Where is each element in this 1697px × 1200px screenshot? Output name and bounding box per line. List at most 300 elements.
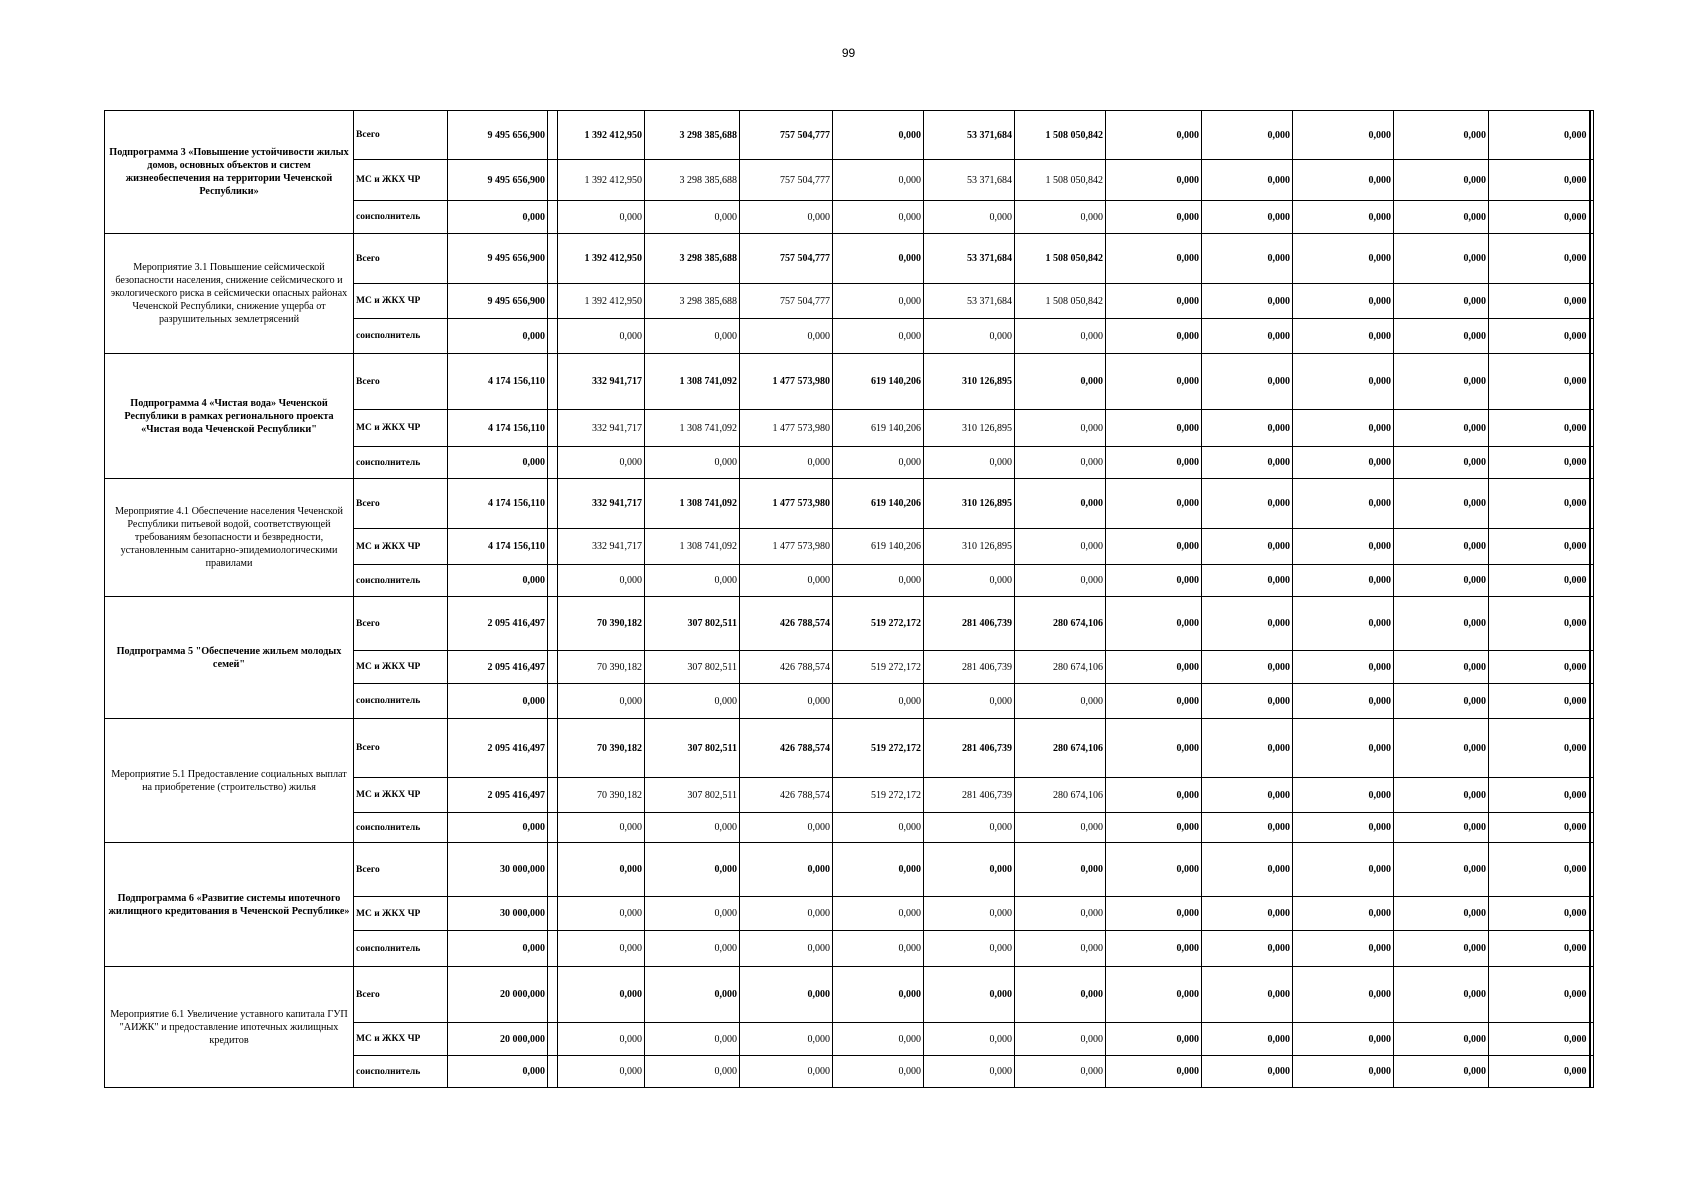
year-value-cell: 0,000: [1202, 479, 1293, 529]
year-value-cell: 0,000: [645, 967, 740, 1023]
year-value-cell: 310 126,895: [924, 479, 1015, 529]
total-value-cell: 9 495 656,900: [448, 111, 548, 160]
year-value-cell: 0,000: [924, 201, 1015, 234]
total-value-cell: 9 495 656,900: [448, 234, 548, 284]
year-value-cell: 0,000: [1293, 447, 1394, 479]
year-value-cell: 0,000: [645, 447, 740, 479]
year-value-cell: 0,000: [1293, 111, 1394, 160]
year-value-cell: 519 272,172: [833, 778, 924, 813]
source-total-cell: Всего: [354, 597, 448, 651]
year-value-cell: 1 508 050,842: [1015, 111, 1106, 160]
year-value-cell: 1 508 050,842: [1015, 160, 1106, 201]
total-value-cell: 4 174 156,110: [448, 354, 548, 410]
year-value-cell: 310 126,895: [924, 354, 1015, 410]
year-value-cell: 0,000: [1394, 684, 1489, 719]
year-value-cell: 0,000: [558, 813, 645, 843]
year-value-cell: 0,000: [1202, 234, 1293, 284]
year-value-cell: 0,000: [1293, 234, 1394, 284]
total-value-cell: 2 095 416,497: [448, 651, 548, 684]
year-value-cell: 307 802,511: [645, 719, 740, 778]
year-value-cell: 0,000: [1202, 931, 1293, 967]
year-value-cell: 0,000: [1106, 1023, 1202, 1056]
year-value-cell: 0,000: [1394, 843, 1489, 897]
separator-cell: [548, 234, 558, 284]
year-value-cell: 1 392 412,950: [558, 284, 645, 319]
right-edge-cell: [1590, 160, 1594, 201]
table-row: [105, 719, 1594, 778]
year-value-cell: 0,000: [1293, 160, 1394, 201]
year-value-cell: 0,000: [1489, 967, 1590, 1023]
year-value-cell: 0,000: [1106, 160, 1202, 201]
year-value-cell: 0,000: [1293, 565, 1394, 597]
year-value-cell: 0,000: [1202, 354, 1293, 410]
source-coexecutor-cell: соисполнитель: [354, 684, 448, 719]
year-value-cell: 0,000: [1015, 813, 1106, 843]
source-total-cell: Всего: [354, 111, 448, 160]
right-edge-cell: [1590, 111, 1594, 160]
year-value-cell: 0,000: [740, 447, 833, 479]
right-edge-cell: [1590, 967, 1594, 1023]
year-value-cell: 332 941,717: [558, 479, 645, 529]
year-value-cell: 3 298 385,688: [645, 111, 740, 160]
right-edge-cell: [1590, 234, 1594, 284]
year-value-cell: 0,000: [1489, 597, 1590, 651]
year-value-cell: 0,000: [1489, 931, 1590, 967]
year-value-cell: 70 390,182: [558, 778, 645, 813]
source-coexecutor-cell: соисполнитель: [354, 447, 448, 479]
year-value-cell: 0,000: [924, 447, 1015, 479]
year-value-cell: 0,000: [1106, 719, 1202, 778]
year-value-cell: 0,000: [1106, 565, 1202, 597]
year-value-cell: 70 390,182: [558, 719, 645, 778]
table-row: [105, 597, 1594, 651]
year-value-cell: 0,000: [1106, 597, 1202, 651]
year-value-cell: 0,000: [1489, 447, 1590, 479]
year-value-cell: 0,000: [833, 319, 924, 354]
measure-name-cell: Мероприятие 3.1 Повышение сейсмической безопасности населения, снижение сейсмического и экологического риска в сейсмически опасных районах Чеченской Республики, снижение ущерба от разрушительных землетрясений: [105, 234, 354, 354]
year-value-cell: 757 504,777: [740, 284, 833, 319]
year-value-cell: 280 674,106: [1015, 597, 1106, 651]
year-value-cell: 332 941,717: [558, 354, 645, 410]
year-value-cell: 0,000: [645, 565, 740, 597]
year-value-cell: 0,000: [1293, 931, 1394, 967]
year-value-cell: 0,000: [1293, 967, 1394, 1023]
year-value-cell: 3 298 385,688: [645, 234, 740, 284]
year-value-cell: 0,000: [740, 813, 833, 843]
year-value-cell: 53 371,684: [924, 234, 1015, 284]
right-edge-cell: [1590, 813, 1594, 843]
year-value-cell: 0,000: [1202, 284, 1293, 319]
separator-cell: [548, 111, 558, 160]
year-value-cell: 1 392 412,950: [558, 234, 645, 284]
year-value-cell: 0,000: [1489, 319, 1590, 354]
year-value-cell: 0,000: [924, 1023, 1015, 1056]
year-value-cell: 1 308 741,092: [645, 529, 740, 565]
right-edge-cell: [1590, 684, 1594, 719]
year-value-cell: 0,000: [833, 447, 924, 479]
year-value-cell: 1 477 573,980: [740, 354, 833, 410]
year-value-cell: 757 504,777: [740, 234, 833, 284]
year-value-cell: 1 477 573,980: [740, 529, 833, 565]
total-value-cell: 2 095 416,497: [448, 719, 548, 778]
year-value-cell: 0,000: [1394, 234, 1489, 284]
year-value-cell: 0,000: [1015, 354, 1106, 410]
year-value-cell: 0,000: [558, 565, 645, 597]
year-value-cell: 332 941,717: [558, 410, 645, 447]
year-value-cell: 0,000: [558, 931, 645, 967]
total-value-cell: 2 095 416,497: [448, 778, 548, 813]
year-value-cell: 0,000: [924, 897, 1015, 931]
total-value-cell: 0,000: [448, 447, 548, 479]
year-value-cell: 0,000: [1202, 160, 1293, 201]
year-value-cell: 0,000: [1489, 651, 1590, 684]
year-value-cell: 0,000: [1394, 597, 1489, 651]
year-value-cell: 0,000: [1394, 410, 1489, 447]
source-ms-cell: МС и ЖКХ ЧР: [354, 651, 448, 684]
year-value-cell: 519 272,172: [833, 651, 924, 684]
source-ms-cell: МС и ЖКХ ЧР: [354, 160, 448, 201]
total-value-cell: 0,000: [448, 684, 548, 719]
source-coexecutor-cell: соисполнитель: [354, 931, 448, 967]
year-value-cell: 0,000: [1293, 1023, 1394, 1056]
year-value-cell: 0,000: [1202, 319, 1293, 354]
year-value-cell: 0,000: [645, 319, 740, 354]
total-value-cell: 2 095 416,497: [448, 597, 548, 651]
year-value-cell: 1 308 741,092: [645, 410, 740, 447]
table-row: [105, 967, 1594, 1023]
year-value-cell: 0,000: [1489, 1023, 1590, 1056]
year-value-cell: 0,000: [833, 160, 924, 201]
year-value-cell: 0,000: [1015, 479, 1106, 529]
year-value-cell: 1 477 573,980: [740, 410, 833, 447]
right-edge-cell: [1590, 354, 1594, 410]
year-value-cell: 0,000: [645, 843, 740, 897]
year-value-cell: 0,000: [1293, 684, 1394, 719]
year-value-cell: 0,000: [740, 319, 833, 354]
year-value-cell: 1 508 050,842: [1015, 234, 1106, 284]
source-ms-cell: МС и ЖКХ ЧР: [354, 284, 448, 319]
source-ms-cell: МС и ЖКХ ЧР: [354, 778, 448, 813]
separator-cell: [548, 160, 558, 201]
total-value-cell: 20 000,000: [448, 1023, 548, 1056]
table-row: [105, 111, 1594, 160]
year-value-cell: 0,000: [1394, 565, 1489, 597]
right-edge-cell: [1590, 319, 1594, 354]
year-value-cell: 757 504,777: [740, 160, 833, 201]
year-value-cell: 0,000: [1489, 284, 1590, 319]
year-value-cell: 0,000: [924, 565, 1015, 597]
separator-cell: [548, 597, 558, 651]
source-coexecutor-cell: соисполнитель: [354, 813, 448, 843]
year-value-cell: 0,000: [1106, 931, 1202, 967]
year-value-cell: 619 140,206: [833, 479, 924, 529]
year-value-cell: 0,000: [833, 1056, 924, 1088]
total-value-cell: 0,000: [448, 1056, 548, 1088]
source-total-cell: Всего: [354, 967, 448, 1023]
year-value-cell: 0,000: [1015, 1056, 1106, 1088]
year-value-cell: 0,000: [1293, 529, 1394, 565]
right-edge-cell: [1590, 897, 1594, 931]
year-value-cell: 0,000: [1106, 529, 1202, 565]
source-coexecutor-cell: соисполнитель: [354, 1056, 448, 1088]
year-value-cell: 0,000: [1394, 651, 1489, 684]
separator-cell: [548, 284, 558, 319]
year-value-cell: 0,000: [833, 111, 924, 160]
year-value-cell: 0,000: [558, 1056, 645, 1088]
right-edge-cell: [1590, 778, 1594, 813]
year-value-cell: 0,000: [1015, 410, 1106, 447]
year-value-cell: 0,000: [1015, 843, 1106, 897]
year-value-cell: 1 308 741,092: [645, 354, 740, 410]
year-value-cell: 0,000: [1106, 651, 1202, 684]
year-value-cell: 0,000: [645, 201, 740, 234]
total-value-cell: 0,000: [448, 565, 548, 597]
year-value-cell: 426 788,574: [740, 651, 833, 684]
year-value-cell: 0,000: [1489, 813, 1590, 843]
year-value-cell: 70 390,182: [558, 651, 645, 684]
year-value-cell: 0,000: [833, 967, 924, 1023]
year-value-cell: 0,000: [1106, 843, 1202, 897]
right-edge-cell: [1590, 201, 1594, 234]
year-value-cell: 0,000: [924, 1056, 1015, 1088]
year-value-cell: 0,000: [1489, 565, 1590, 597]
year-value-cell: 0,000: [1293, 1056, 1394, 1088]
year-value-cell: 0,000: [1202, 684, 1293, 719]
year-value-cell: 281 406,739: [924, 597, 1015, 651]
separator-cell: [548, 719, 558, 778]
year-value-cell: 0,000: [924, 843, 1015, 897]
year-value-cell: 0,000: [1489, 354, 1590, 410]
year-value-cell: 0,000: [1394, 1023, 1489, 1056]
year-value-cell: 0,000: [1106, 410, 1202, 447]
year-value-cell: 280 674,106: [1015, 651, 1106, 684]
year-value-cell: 0,000: [1489, 529, 1590, 565]
right-edge-cell: [1590, 597, 1594, 651]
year-value-cell: 0,000: [1293, 284, 1394, 319]
year-value-cell: 0,000: [740, 1056, 833, 1088]
source-total-cell: Всего: [354, 843, 448, 897]
right-edge-cell: [1590, 479, 1594, 529]
source-coexecutor-cell: соисполнитель: [354, 319, 448, 354]
year-value-cell: 0,000: [1106, 111, 1202, 160]
total-value-cell: 9 495 656,900: [448, 284, 548, 319]
year-value-cell: 0,000: [558, 201, 645, 234]
year-value-cell: 757 504,777: [740, 111, 833, 160]
year-value-cell: 0,000: [1106, 447, 1202, 479]
year-value-cell: 0,000: [1293, 597, 1394, 651]
year-value-cell: 0,000: [1293, 354, 1394, 410]
year-value-cell: 0,000: [1293, 778, 1394, 813]
year-value-cell: 0,000: [1489, 843, 1590, 897]
separator-cell: [548, 1023, 558, 1056]
right-edge-cell: [1590, 410, 1594, 447]
year-value-cell: 0,000: [1202, 719, 1293, 778]
year-value-cell: 0,000: [1489, 897, 1590, 931]
year-value-cell: 0,000: [1394, 967, 1489, 1023]
source-ms-cell: МС и ЖКХ ЧР: [354, 1023, 448, 1056]
year-value-cell: 0,000: [1489, 160, 1590, 201]
year-value-cell: 1 508 050,842: [1015, 284, 1106, 319]
source-total-cell: Всего: [354, 234, 448, 284]
year-value-cell: 0,000: [1202, 1056, 1293, 1088]
separator-cell: [548, 410, 558, 447]
separator-cell: [548, 354, 558, 410]
right-edge-cell: [1590, 284, 1594, 319]
year-value-cell: 0,000: [645, 813, 740, 843]
year-value-cell: 0,000: [1202, 597, 1293, 651]
year-value-cell: 0,000: [1202, 565, 1293, 597]
year-value-cell: 0,000: [1489, 719, 1590, 778]
table-row: [105, 354, 1594, 410]
year-value-cell: 0,000: [833, 931, 924, 967]
year-value-cell: 70 390,182: [558, 597, 645, 651]
total-value-cell: 9 495 656,900: [448, 160, 548, 201]
subprogram-name-cell: Подпрограмма 6 «Развитие системы ипотечного жилищного кредитования в Чеченской Республике»: [105, 843, 354, 967]
year-value-cell: 0,000: [1015, 931, 1106, 967]
separator-cell: [548, 931, 558, 967]
source-coexecutor-cell: соисполнитель: [354, 565, 448, 597]
year-value-cell: 0,000: [1106, 897, 1202, 931]
year-value-cell: 1 308 741,092: [645, 479, 740, 529]
separator-cell: [548, 651, 558, 684]
year-value-cell: 0,000: [1489, 684, 1590, 719]
year-value-cell: 0,000: [1106, 479, 1202, 529]
year-value-cell: 310 126,895: [924, 529, 1015, 565]
total-value-cell: 0,000: [448, 319, 548, 354]
total-value-cell: 0,000: [448, 201, 548, 234]
year-value-cell: 0,000: [1293, 843, 1394, 897]
year-value-cell: 281 406,739: [924, 651, 1015, 684]
year-value-cell: 0,000: [1394, 111, 1489, 160]
year-value-cell: 0,000: [833, 684, 924, 719]
year-value-cell: 0,000: [1106, 967, 1202, 1023]
year-value-cell: 1 392 412,950: [558, 111, 645, 160]
right-edge-cell: [1590, 651, 1594, 684]
year-value-cell: 0,000: [833, 1023, 924, 1056]
year-value-cell: 0,000: [1106, 284, 1202, 319]
year-value-cell: 307 802,511: [645, 597, 740, 651]
separator-cell: [548, 447, 558, 479]
year-value-cell: 0,000: [833, 234, 924, 284]
year-value-cell: 0,000: [1202, 967, 1293, 1023]
subprogram-name-cell: Подпрограмма 3 «Повышение устойчивости жилых домов, основных объектов и систем жизнеобеспечения на территории Чеченской Республики»: [105, 111, 354, 234]
year-value-cell: 0,000: [1202, 529, 1293, 565]
year-value-cell: 0,000: [1106, 778, 1202, 813]
table-row: [105, 479, 1594, 529]
year-value-cell: 1 477 573,980: [740, 479, 833, 529]
year-value-cell: 426 788,574: [740, 778, 833, 813]
year-value-cell: 0,000: [1293, 651, 1394, 684]
year-value-cell: 0,000: [1489, 778, 1590, 813]
measure-name-cell: Мероприятие 6.1 Увеличение уставного капитала ГУП "АИЖК" и предоставление ипотечных жилищных кредитов: [105, 967, 354, 1088]
year-value-cell: 0,000: [1015, 529, 1106, 565]
right-edge-cell: [1590, 1023, 1594, 1056]
year-value-cell: 0,000: [740, 684, 833, 719]
year-value-cell: 280 674,106: [1015, 778, 1106, 813]
year-value-cell: 0,000: [1489, 234, 1590, 284]
year-value-cell: 0,000: [1015, 684, 1106, 719]
measure-name-cell: Мероприятие 4.1 Обеспечение населения Чеченской Республики питьевой водой, соответствующей требованиям безопасности и безвредности, установленным санитарно-эпидемиологическими правилами: [105, 479, 354, 597]
year-value-cell: 519 272,172: [833, 719, 924, 778]
year-value-cell: 0,000: [1293, 410, 1394, 447]
year-value-cell: 0,000: [1394, 719, 1489, 778]
year-value-cell: 426 788,574: [740, 719, 833, 778]
subprogram-name-cell: Подпрограмма 5 "Обеспечение жильем молодых семей": [105, 597, 354, 719]
page-number: 99: [841, 46, 856, 60]
year-value-cell: 0,000: [1489, 201, 1590, 234]
year-value-cell: 3 298 385,688: [645, 160, 740, 201]
year-value-cell: 0,000: [1293, 319, 1394, 354]
source-ms-cell: МС и ЖКХ ЧР: [354, 529, 448, 565]
year-value-cell: 0,000: [1394, 778, 1489, 813]
separator-cell: [548, 684, 558, 719]
year-value-cell: 0,000: [645, 1056, 740, 1088]
year-value-cell: 0,000: [1106, 201, 1202, 234]
year-value-cell: 619 140,206: [833, 529, 924, 565]
year-value-cell: 1 392 412,950: [558, 160, 645, 201]
year-value-cell: 0,000: [1015, 967, 1106, 1023]
separator-cell: [548, 897, 558, 931]
year-value-cell: 0,000: [1394, 319, 1489, 354]
source-total-cell: Всего: [354, 719, 448, 778]
separator-cell: [548, 319, 558, 354]
year-value-cell: 0,000: [1394, 201, 1489, 234]
year-value-cell: 619 140,206: [833, 354, 924, 410]
source-ms-cell: МС и ЖКХ ЧР: [354, 410, 448, 447]
year-value-cell: 0,000: [1202, 778, 1293, 813]
separator-cell: [548, 201, 558, 234]
year-value-cell: 0,000: [1489, 479, 1590, 529]
year-value-cell: 0,000: [1394, 160, 1489, 201]
separator-cell: [548, 565, 558, 597]
year-value-cell: 0,000: [1202, 447, 1293, 479]
year-value-cell: 0,000: [924, 813, 1015, 843]
total-value-cell: 30 000,000: [448, 897, 548, 931]
year-value-cell: 0,000: [645, 684, 740, 719]
year-value-cell: 0,000: [1394, 931, 1489, 967]
right-edge-cell: [1590, 565, 1594, 597]
year-value-cell: 0,000: [1293, 897, 1394, 931]
year-value-cell: 0,000: [740, 565, 833, 597]
year-value-cell: 0,000: [1015, 201, 1106, 234]
source-coexecutor-cell: соисполнитель: [354, 201, 448, 234]
source-total-cell: Всего: [354, 479, 448, 529]
year-value-cell: 0,000: [1489, 111, 1590, 160]
year-value-cell: 0,000: [1489, 410, 1590, 447]
year-value-cell: 307 802,511: [645, 651, 740, 684]
year-value-cell: 0,000: [558, 897, 645, 931]
year-value-cell: 0,000: [1489, 1056, 1590, 1088]
year-value-cell: 0,000: [740, 897, 833, 931]
year-value-cell: 0,000: [1394, 284, 1489, 319]
separator-cell: [548, 1056, 558, 1088]
year-value-cell: 0,000: [1202, 897, 1293, 931]
year-value-cell: 53 371,684: [924, 160, 1015, 201]
year-value-cell: 0,000: [924, 319, 1015, 354]
year-value-cell: 0,000: [833, 813, 924, 843]
year-value-cell: 0,000: [833, 843, 924, 897]
year-value-cell: 619 140,206: [833, 410, 924, 447]
year-value-cell: 0,000: [924, 967, 1015, 1023]
budget-table: [104, 110, 1594, 1088]
year-value-cell: 0,000: [558, 447, 645, 479]
total-value-cell: 0,000: [448, 931, 548, 967]
year-value-cell: 0,000: [1015, 319, 1106, 354]
total-value-cell: 4 174 156,110: [448, 410, 548, 447]
right-edge-cell: [1590, 843, 1594, 897]
year-value-cell: 0,000: [833, 201, 924, 234]
year-value-cell: 0,000: [924, 684, 1015, 719]
